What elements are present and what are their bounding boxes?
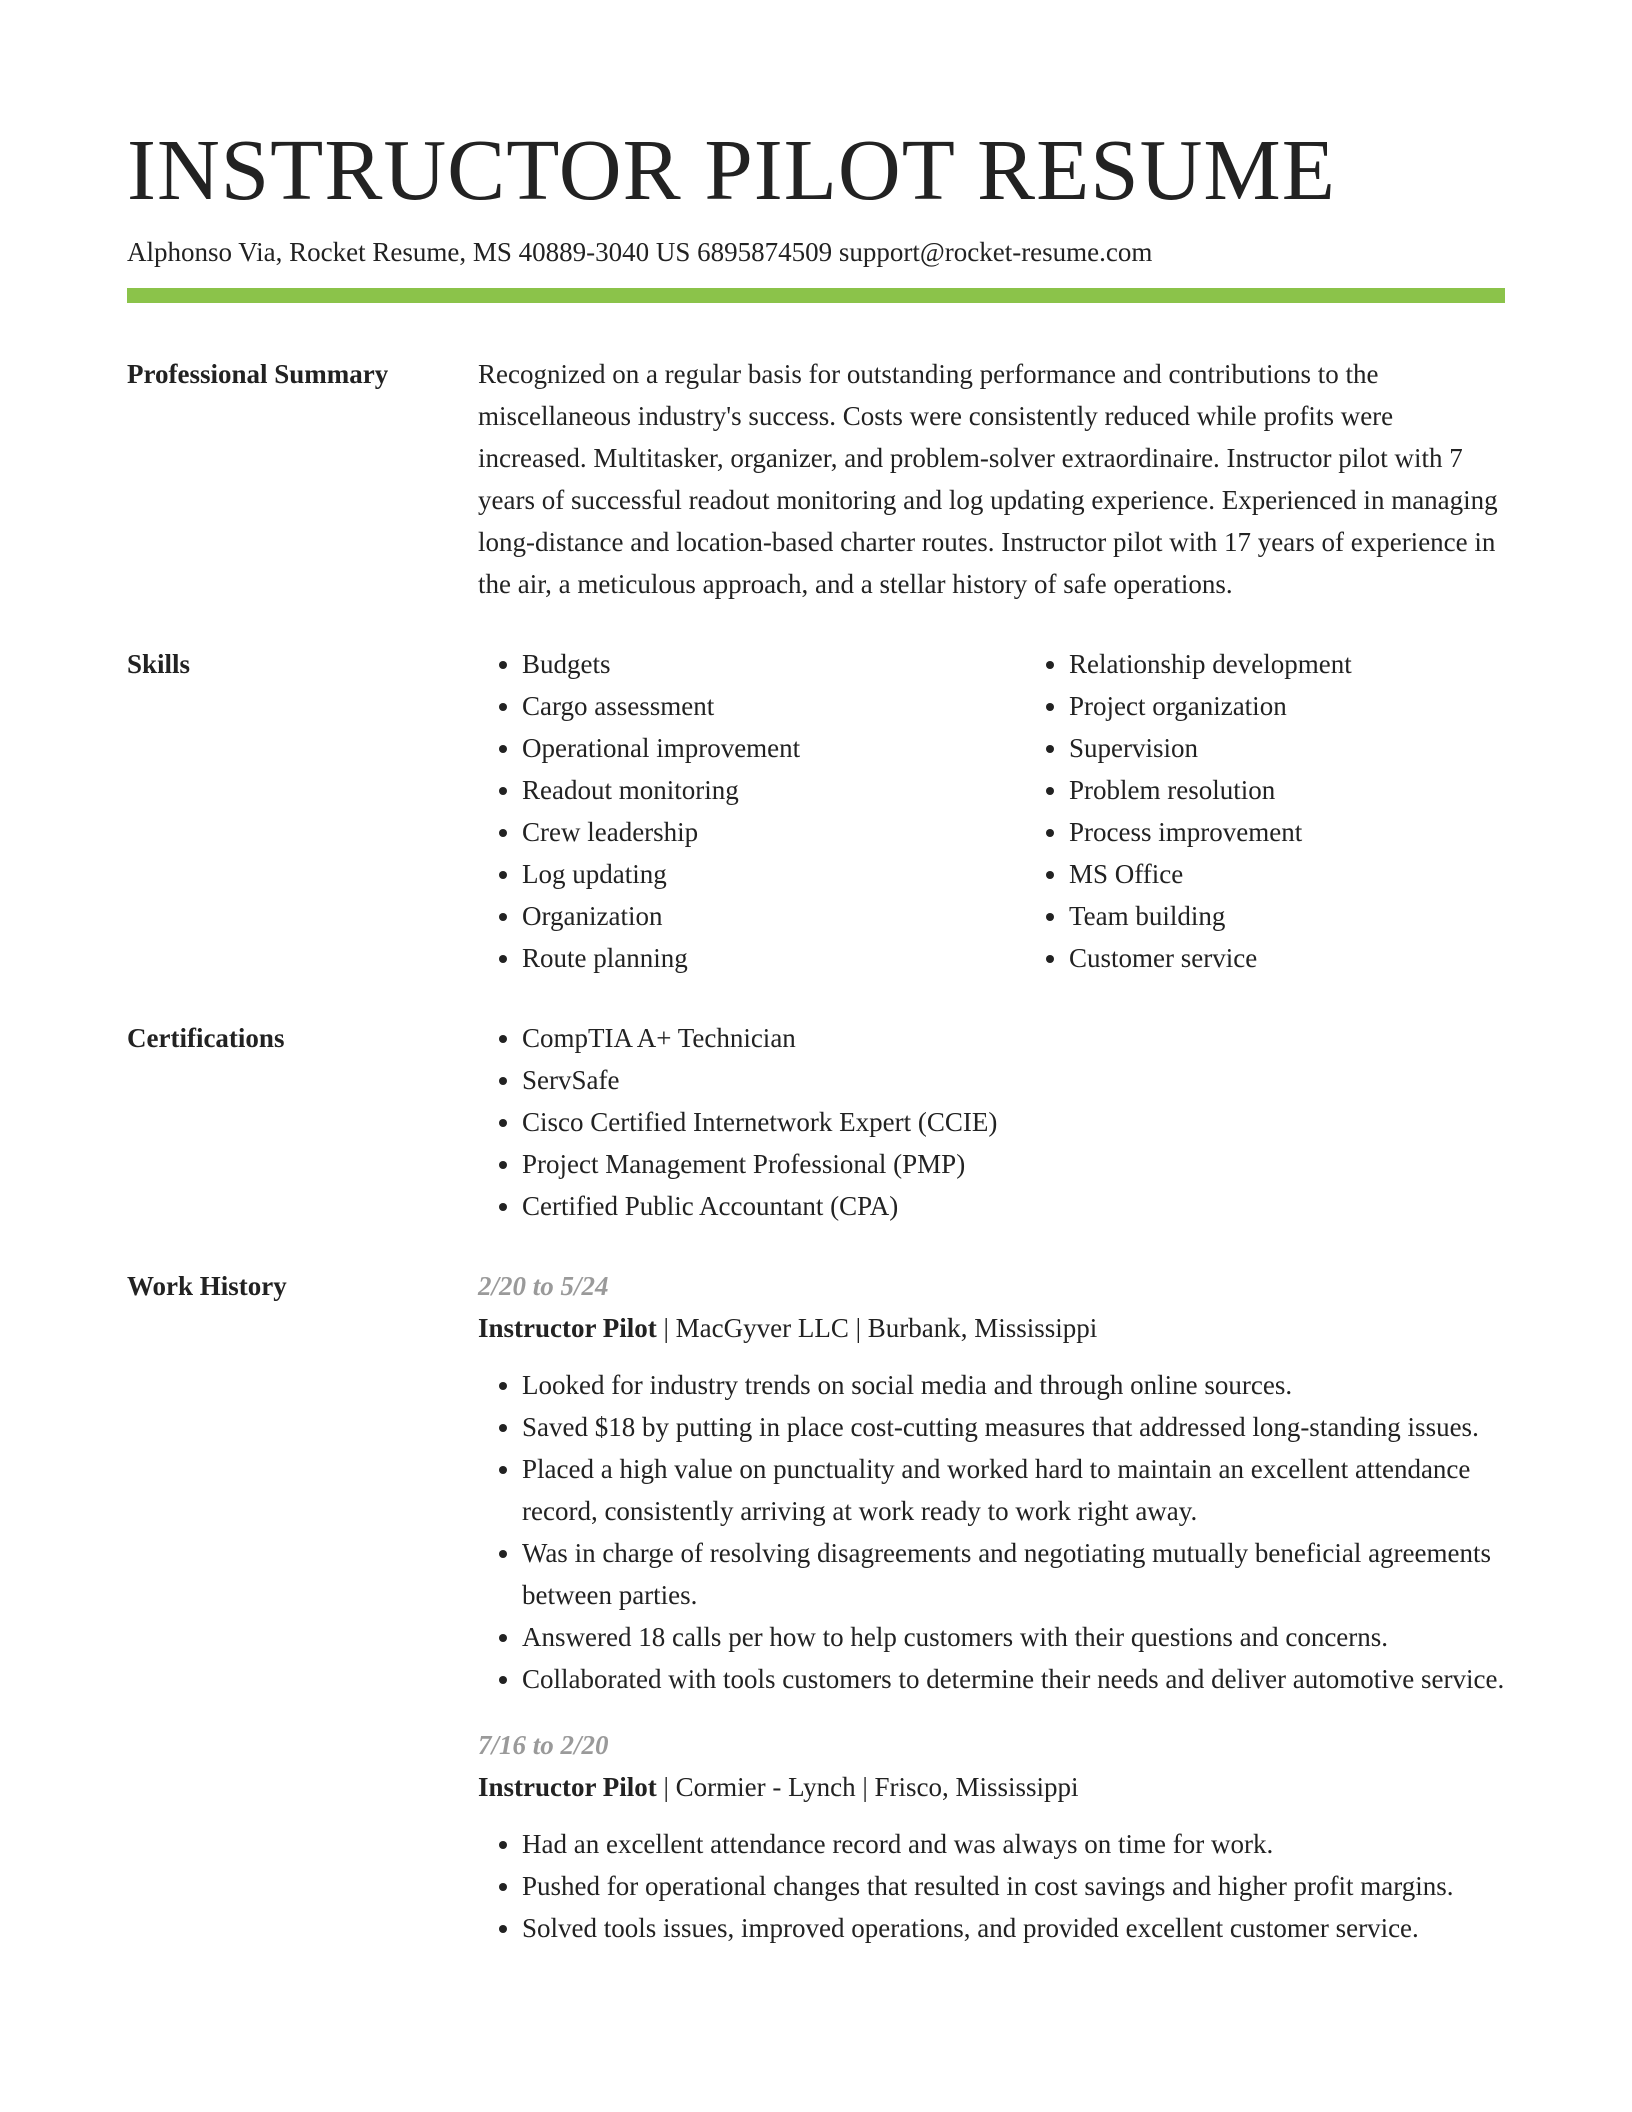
skill-item: • Project organization [1069, 685, 1572, 727]
job-details: | Cormier - Lynch | Frisco, Mississippi [656, 1772, 1079, 1802]
skill-item: • Organization [522, 895, 1025, 937]
skills-grid [478, 643, 1572, 979]
skill-item: • Supervision [1069, 727, 1572, 769]
job-title-line [478, 1766, 1505, 1808]
skill-item: • Team building [1069, 895, 1572, 937]
skill-item: • Process improvement [1069, 811, 1572, 853]
job-bullet: • Solved tools issues, improved operations, and provided excellent customer service. [522, 1907, 1505, 1949]
job-bullet: • Answered 18 calls per how to help customers with their questions and concerns. [522, 1616, 1505, 1658]
job-title-line [478, 1307, 1505, 1349]
skill-item: • Route planning [522, 937, 1025, 979]
certification-item: • Cisco Certified Internetwork Expert (CCIE) [522, 1101, 1505, 1143]
skill-item: • Cargo assessment [522, 685, 1025, 727]
certification-item: • Certified Public Accountant (CPA) [522, 1185, 1505, 1227]
job-details: | MacGyver LLC | Burbank, Mississippi [656, 1313, 1098, 1343]
skills-list-left [478, 643, 1025, 979]
job-bullet: • Placed a high value on punctuality and worked hard to maintain an excellent attendance record, consistently arriving at work ready to work right away. [522, 1448, 1505, 1532]
skill-item: • Customer service [1069, 937, 1572, 979]
job-entry [478, 1724, 1505, 1949]
certification-item: • CompTIA A+ Technician [522, 1017, 1505, 1059]
job-bullets [478, 1823, 1505, 1949]
skill-item: • Budgets [522, 643, 1025, 685]
job-bullet: • Collaborated with tools customers to determine their needs and deliver automotive service. [522, 1658, 1505, 1700]
job-bullet: • Looked for industry trends on social media and through online sources. [522, 1364, 1505, 1406]
contact-line: Alphonso Via, Rocket Resume, MS 40889-3040 US 6895874509 support@rocket-resume.com [127, 237, 1153, 267]
job-role: Instructor Pilot [478, 1772, 657, 1802]
certifications-section [127, 1017, 1505, 1227]
skill-item: • Crew leadership [522, 811, 1025, 853]
job-role: Instructor Pilot [478, 1313, 657, 1343]
skill-item: • Relationship development [1069, 643, 1572, 685]
work-history-content [478, 1265, 1505, 1973]
certifications-label: Certifications [127, 1023, 285, 1053]
summary-text: Recognized on a regular basis for outstanding performance and contributions to the miscellaneous industry's success. Costs were consistently reduced while profits were increased. Multitasker, organizer, and problem-solver extraordinaire. Instructor pilot with 7 years of successful readout monitoring and log updating experience. Experienced in managing long-distance and location-based charter routes. Instructor pilot with 17 years of experience in the air, a meticulous approach, and a stellar history of safe operations. [478, 359, 1498, 599]
summary-section [127, 353, 1505, 605]
certification-item: • ServSafe [522, 1059, 1505, 1101]
job-bullet: • Had an excellent attendance record and was always on time for work. [522, 1823, 1505, 1865]
skill-item: • Problem resolution [1069, 769, 1572, 811]
work-history-section [127, 1265, 1505, 1973]
job-bullet: • Saved $18 by putting in place cost-cutting measures that addressed long-standing issues. [522, 1406, 1505, 1448]
job-bullets [478, 1364, 1505, 1700]
skills-label: Skills [127, 649, 191, 679]
summary-content [478, 353, 1505, 605]
job-dates: 7/16 to 2/20 [478, 1730, 609, 1760]
certification-item: • Project Management Professional (PMP) [522, 1143, 1505, 1185]
job-entry [478, 1265, 1505, 1700]
skill-item: • MS Office [1069, 853, 1572, 895]
skill-item: • Readout monitoring [522, 769, 1025, 811]
summary-label: Professional Summary [127, 359, 389, 389]
skills-section [127, 643, 1505, 979]
accent-divider [127, 288, 1505, 303]
certifications-content [478, 1017, 1505, 1227]
certifications-list [478, 1017, 1505, 1227]
skill-item: • Operational improvement [522, 727, 1025, 769]
job-dates: 2/20 to 5/24 [478, 1271, 609, 1301]
job-bullet: • Was in charge of resolving disagreements and negotiating mutually beneficial agreements between parties. [522, 1532, 1505, 1616]
work-history-label: Work History [127, 1271, 287, 1301]
skill-item: • Log updating [522, 853, 1025, 895]
job-bullet: • Pushed for operational changes that resulted in cost savings and higher profit margins. [522, 1865, 1505, 1907]
resume-title: INSTRUCTOR PILOT RESUME [127, 121, 1336, 218]
skills-list-right [1025, 643, 1572, 979]
